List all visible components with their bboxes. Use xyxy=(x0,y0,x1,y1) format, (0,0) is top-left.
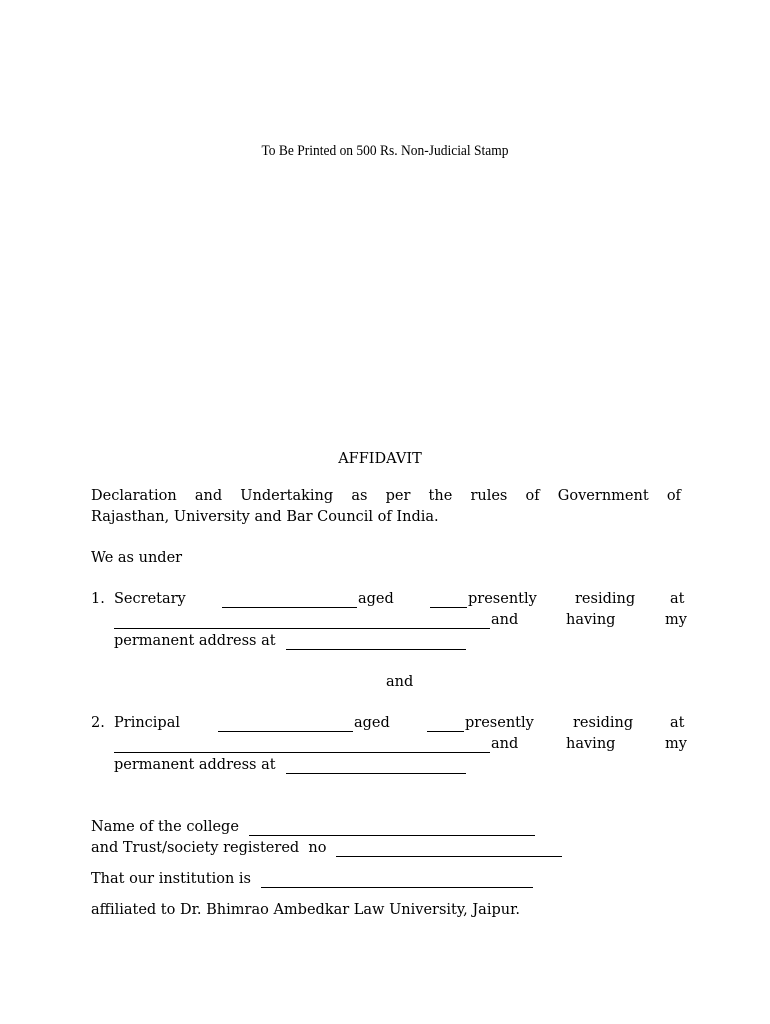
principal-name-blank[interactable] xyxy=(218,717,353,732)
declaration-word: and xyxy=(194,488,223,504)
permanent-address-label: permanent address at xyxy=(114,633,276,649)
having-label: having xyxy=(566,612,616,628)
declaration-word: of xyxy=(666,488,681,504)
declaration-word: of xyxy=(525,488,540,504)
and-label: and xyxy=(491,612,519,628)
entry-role-secretary: Secretary xyxy=(114,591,186,607)
and-label: and xyxy=(491,736,519,752)
residing-label: residing xyxy=(573,715,634,731)
having-label: having xyxy=(566,736,616,752)
college-name-label: Name of the college xyxy=(91,819,239,835)
principal-permanent-address-blank[interactable] xyxy=(286,759,466,774)
declaration-word: Declaration xyxy=(91,488,177,504)
permanent-address-label: permanent address at xyxy=(114,757,276,773)
intro-text: We as under xyxy=(91,550,183,566)
affiliation-text: affiliated to Dr. Bhimrao Ambedkar Law University, Jaipur. xyxy=(91,902,521,918)
at-label: at xyxy=(670,591,685,607)
conjunction-and: and xyxy=(386,674,414,690)
at-label: at xyxy=(670,715,685,731)
stamp-note: To Be Printed on 500 Rs. Non-Judicial Stamp xyxy=(261,143,509,159)
aged-label: aged xyxy=(358,591,394,607)
residing-label: residing xyxy=(575,591,636,607)
presently-label: presently xyxy=(468,591,537,607)
secretary-residence-blank[interactable] xyxy=(114,614,490,629)
declaration-word: Undertaking xyxy=(240,488,334,504)
affidavit-title: AFFIDAVIT xyxy=(338,451,422,467)
presently-label: presently xyxy=(465,715,534,731)
aged-label: aged xyxy=(354,715,390,731)
entry-number: 2. xyxy=(91,715,105,731)
my-label: my xyxy=(665,736,687,752)
trust-registration-blank[interactable] xyxy=(336,842,562,857)
my-label: my xyxy=(665,612,687,628)
secretary-permanent-address-blank[interactable] xyxy=(286,635,466,650)
declaration-line-2: Rajasthan, University and Bar Council of India. xyxy=(91,509,439,525)
principal-residence-blank[interactable] xyxy=(114,738,490,753)
entry-role-principal: Principal xyxy=(114,715,180,731)
declaration-word: as xyxy=(351,488,368,504)
declaration-word: Government xyxy=(557,488,649,504)
college-name-blank[interactable] xyxy=(249,821,535,836)
institution-label: That our institution is xyxy=(91,871,251,887)
institution-blank[interactable] xyxy=(261,873,533,888)
declaration-word: per xyxy=(385,488,411,504)
entry-number: 1. xyxy=(91,591,105,607)
principal-age-blank[interactable] xyxy=(427,717,464,732)
declaration-word: rules xyxy=(470,488,508,504)
secretary-age-blank[interactable] xyxy=(430,593,467,608)
declaration-word: the xyxy=(428,488,453,504)
trust-registration-label: and Trust/society registered no xyxy=(91,840,327,856)
secretary-name-blank[interactable] xyxy=(222,593,357,608)
declaration-line-1 xyxy=(91,488,681,504)
